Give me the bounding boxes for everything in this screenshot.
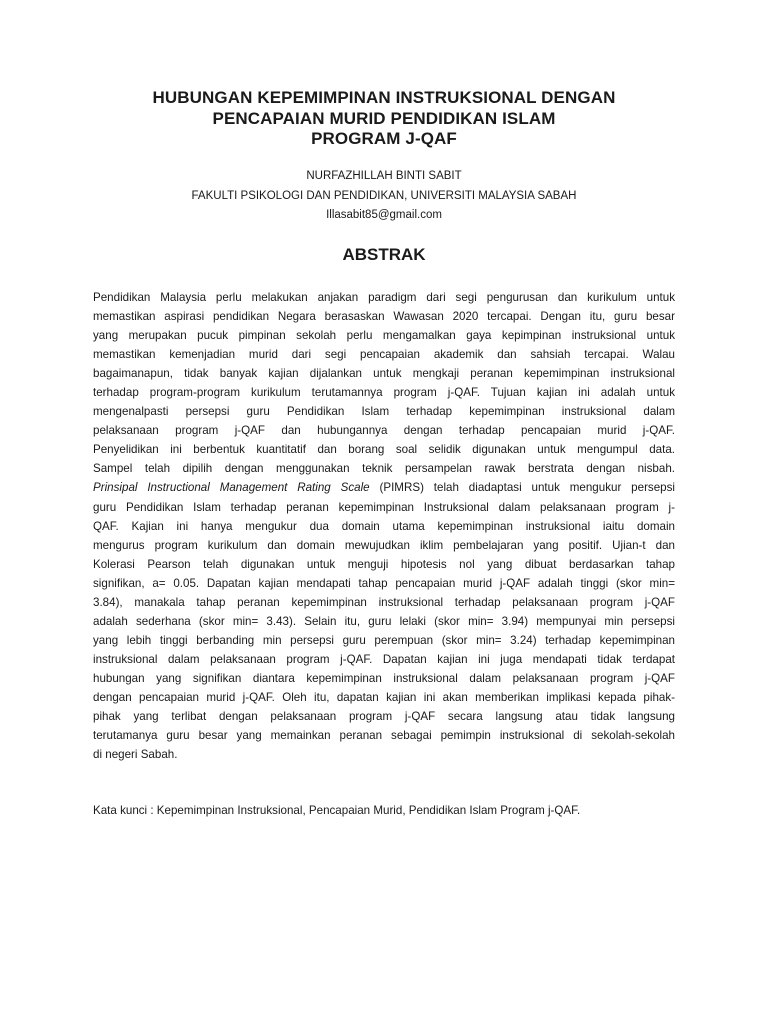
author-block xyxy=(60,167,708,226)
title-line-3: PROGRAM J-QAF xyxy=(311,129,457,148)
author-name: NURFAZHILLAH BINTI SABIT xyxy=(306,170,462,182)
abstract-line: pihak yang terlibat dengan pelaksanaan program j-QAF secara langsung atau tidak langsung xyxy=(93,710,675,724)
abstract-line: hubungan yang signifikan diantara kepemimpinan instruksional dalam pelaksanaan program j-QAF xyxy=(93,671,675,685)
abstract-line: 3.84), manakala tahap peranan kepemimpinan instruksional terhadap pelaksanaan program j-QAF xyxy=(93,595,675,609)
abstract-line: yang merupakan pucuk pimpinan sekolah perlu mengamalkan gaya kepimpinan instruksional untuk xyxy=(93,329,675,343)
abstract-line: mengenalpasti persepsi guru Pendidikan Islam terhadap kepemimpinan instruksional dalam xyxy=(93,405,675,419)
title-line-2: PENCAPAIAN MURID PENDIDIKAN ISLAM xyxy=(212,108,556,128)
abstract-line: signifikan, a= 0.05. Dapatan kajian mendapati tahap pencapaian murid j-QAF adalah tinggi (skor min= xyxy=(93,576,675,590)
abstract-line: dengan pencapaian murid j-QAF. Oleh itu, dapatan kajian ini akan memberikan implikasi kepada pihak- xyxy=(93,690,675,704)
abstract-line: pelaksanaan program j-QAF dan hubungannya dengan terhadap pencapaian murid j-QAF. xyxy=(93,424,675,438)
abstract-line: yang lebih tinggi berbanding min persepsi guru perempuan (skor min= 3.24) terhadap kepemimpinan xyxy=(93,633,675,647)
abstract-line: mengurus program kurikulum dan domain mewujudkan iklim pembelajaran yang positif. Ujian-t dan xyxy=(93,538,675,552)
keywords: Kata kunci : Kepemimpinan Instruksional, Pencapaian Murid, Pendidikan Islam Program j-QAF. xyxy=(93,804,581,817)
abstract-line: instruksional dalam pelaksanaan program j-QAF. Dapatan kajian ini juga mendapati tidak terdapat xyxy=(93,652,675,666)
abstract-line: Kolerasi Pearson telah digunakan untuk menguji hipotesis nol yang dibuat berdasarkan tahap xyxy=(93,557,675,571)
abstract-line: adalah sederhana (skor min= 3.43). Selain itu, guru lelaki (skor min= 3.94) mempunyai min persepsi xyxy=(93,614,675,628)
author-email: Illasabit85@gmail.com xyxy=(326,209,442,221)
pimrs-rest: (PIMRS) telah diadaptasi untuk mengukur persepsi xyxy=(369,481,675,495)
abstract-line: memastikan kemenjadian murid dari segi pencapaian akademik dan sahsiah tercapai. Walau xyxy=(93,348,675,362)
abstract-line: guru Pendidikan Islam terhadap peranan kepemimpinan Instruksional dalam pelaksanaan program j- xyxy=(93,500,675,514)
abstract-line: terutamanya guru besar yang memainkan peranan sebagai pemimpin instruksional di sekolah-sekolah xyxy=(93,729,675,743)
abstract-line: Pendidikan Malaysia perlu melakukan anjakan paradigm dari segi pengurusan dan kurikulum untuk xyxy=(93,291,675,304)
abstract-line: Sampel telah dipilih dengan menggunakan teknik persampelan rawak berstrata dengan nisbah. xyxy=(93,462,675,476)
author-affiliation: FAKULTI PSIKOLOGI DAN PENDIDIKAN, UNIVERSITI MALAYSIA SABAH xyxy=(191,189,577,202)
abstract-heading: ABSTRAK xyxy=(342,245,426,264)
abstract-line: Penyelidikan ini berbentuk kuantitatif dan borang soal selidik digunakan untuk mengumpul data. xyxy=(93,443,675,457)
paper-title xyxy=(60,88,708,150)
abstract-line: memastikan aspirasi pendidikan Negara berasaskan Wawasan 2020 tercapai. Dengan itu, guru besar xyxy=(93,310,675,324)
abstract-line: QAF. Kajian ini hanya mengukur dua domain utama kepemimpinan instruksional iaitu domain xyxy=(93,519,675,533)
abstract-line: di negeri Sabah. xyxy=(93,748,178,762)
abstract-line: bagaimanapun, tidak banyak kajian dijalankan untuk mengkaji peranan kepemimpinan instruksional xyxy=(93,367,675,381)
pimrs-italic: Prinsipal Instructional Management Rating Scale xyxy=(93,481,370,495)
title-line-1: HUBUNGAN KEPEMIMPINAN INSTRUKSIONAL DENGAN xyxy=(152,88,616,107)
abstract-line: terhadap program-program kurikulum terutamannya program j-QAF. Tujuan kajian ini adalah untuk xyxy=(93,386,675,400)
abstract-line-pimrs xyxy=(93,478,675,497)
abstract-body xyxy=(93,288,675,764)
